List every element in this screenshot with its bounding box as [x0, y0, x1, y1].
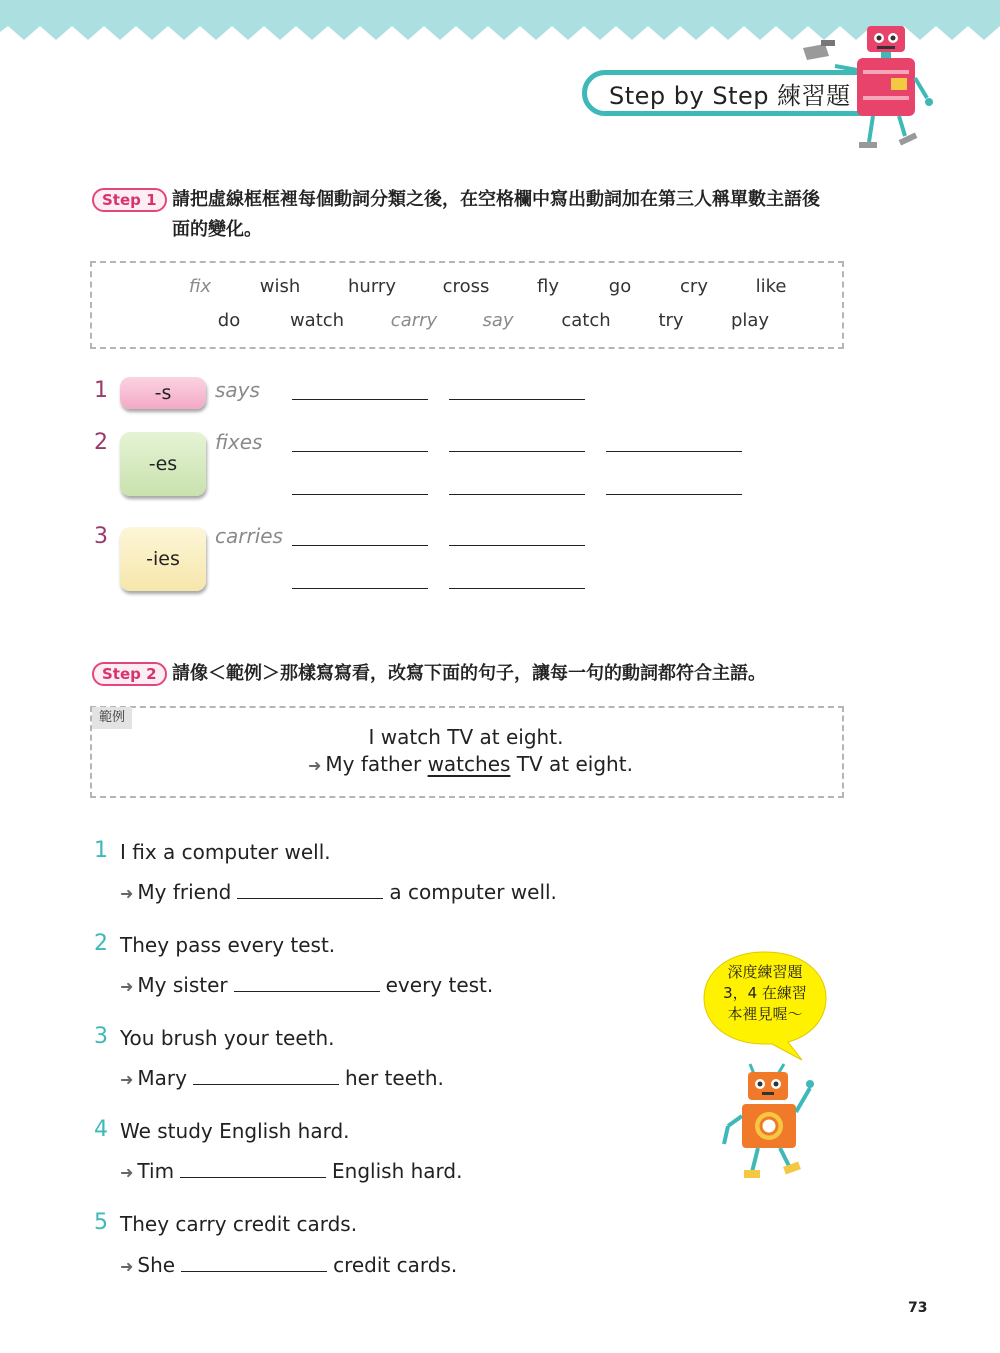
- step2-badge: Step 2: [92, 662, 167, 686]
- answer-line: [120, 880, 557, 904]
- verb-word: fly: [537, 276, 559, 297]
- answer-blank[interactable]: [292, 544, 428, 546]
- answer-blank[interactable]: [234, 974, 380, 992]
- verb-word: do: [217, 310, 241, 331]
- category-label: -ies: [146, 548, 180, 570]
- answer-subject: Tim: [137, 1159, 175, 1183]
- category-number: 3: [94, 524, 108, 549]
- verb-word: watch: [289, 310, 345, 331]
- category-example: fixes: [215, 430, 263, 454]
- speech-bubble-text: [712, 962, 818, 1025]
- answer-line: [120, 1066, 444, 1090]
- category-ies-box: [120, 527, 206, 591]
- example-verb: watches: [427, 752, 511, 776]
- question-sentence: They pass every test.: [120, 933, 336, 957]
- answer-blank[interactable]: [292, 587, 428, 589]
- arrow-icon: ➜: [120, 1163, 134, 1182]
- answer-rest: every test.: [385, 973, 494, 997]
- answer-line: [120, 1253, 457, 1277]
- answer-blank[interactable]: [292, 493, 428, 495]
- answer-blank[interactable]: [449, 544, 585, 546]
- verb-word: fix: [188, 276, 212, 297]
- bubble-line: 本裡見喔～: [727, 1005, 803, 1023]
- arrow-icon: ➜: [120, 884, 134, 903]
- question-sentence: I fix a computer well.: [120, 840, 331, 864]
- category-label: -es: [148, 453, 178, 475]
- verb-word: like: [755, 276, 787, 297]
- category-example: says: [215, 378, 260, 402]
- step1-instruction-line1: 請把虛線框框裡每個動詞分類之後，在空格欄中寫出動詞加在第三人稱單數主語後: [172, 189, 820, 210]
- answer-rest: credit cards.: [333, 1253, 458, 1277]
- answer-blank[interactable]: [180, 1160, 326, 1178]
- robot-mascot-icon: [718, 1060, 818, 1190]
- question-number: 1: [94, 838, 108, 863]
- answer-blank[interactable]: [606, 493, 742, 495]
- question-number: 3: [94, 1024, 108, 1049]
- answer-blank[interactable]: [181, 1254, 327, 1272]
- verb-word: carry: [390, 310, 438, 331]
- arrow-icon: ➜: [308, 756, 322, 775]
- verb-word: hurry: [348, 276, 396, 297]
- example-subject: My father: [325, 752, 422, 776]
- category-number: 1: [94, 378, 108, 403]
- robot-icon: [795, 18, 945, 158]
- question-number: 2: [94, 931, 108, 956]
- question-number: 4: [94, 1117, 108, 1142]
- answer-blank[interactable]: [449, 493, 585, 495]
- example-answer: [308, 752, 633, 776]
- bubble-line: 深度練習題: [727, 963, 803, 981]
- arrow-icon: ➜: [120, 977, 134, 996]
- answer-blank[interactable]: [449, 587, 585, 589]
- category-example: carries: [215, 524, 283, 548]
- category-number: 2: [94, 430, 108, 455]
- question-number: 5: [94, 1210, 108, 1235]
- answer-subject: My sister: [137, 973, 228, 997]
- page-title: Step by Step 練習題: [582, 70, 882, 116]
- answer-blank[interactable]: [292, 450, 428, 452]
- category-s-box: [120, 377, 206, 409]
- verb-word: try: [658, 310, 684, 331]
- question-sentence: We study English hard.: [120, 1119, 350, 1143]
- answer-blank[interactable]: [449, 450, 585, 452]
- answer-blank[interactable]: [606, 450, 742, 452]
- bubble-line: 3，4 在練習: [723, 984, 807, 1002]
- verb-word: cry: [680, 276, 708, 297]
- verb-word: wish: [259, 276, 301, 297]
- verb-word: cross: [442, 276, 490, 297]
- step2-instruction: 請像＜範例＞那樣寫寫看，改寫下面的句子，讓每一句的動詞都符合主語。: [172, 663, 766, 684]
- category-label: -s: [154, 382, 172, 404]
- answer-blank[interactable]: [449, 398, 585, 400]
- word-box: [90, 261, 844, 349]
- step1-badge: Step 1: [92, 188, 167, 212]
- question-sentence: They carry credit cards.: [120, 1212, 358, 1236]
- answer-blank[interactable]: [237, 881, 383, 899]
- question-sentence: You brush your teeth.: [120, 1026, 335, 1050]
- answer-rest: her teeth.: [344, 1066, 444, 1090]
- step1-instruction-line2: 面的變化。: [172, 219, 262, 240]
- verb-word: play: [730, 310, 770, 331]
- arrow-icon: ➜: [120, 1070, 134, 1089]
- answer-rest: English hard.: [332, 1159, 463, 1183]
- answer-line: [120, 973, 493, 997]
- answer-subject: My friend: [137, 880, 232, 904]
- answer-blank[interactable]: [292, 398, 428, 400]
- category-es-box: [120, 432, 206, 496]
- answer-rest: a computer well.: [389, 880, 557, 904]
- page-number: 73: [908, 1300, 928, 1316]
- verb-word: catch: [561, 310, 611, 331]
- verb-word: go: [608, 276, 632, 297]
- verb-word: say: [482, 310, 514, 331]
- arrow-icon: ➜: [120, 1257, 134, 1276]
- answer-subject: Mary: [137, 1066, 187, 1090]
- example-rest: TV at eight.: [516, 752, 633, 776]
- answer-blank[interactable]: [193, 1067, 339, 1085]
- example-sentence: I watch TV at eight.: [368, 725, 564, 749]
- example-tag: 範例: [92, 707, 132, 729]
- answer-line: [120, 1159, 462, 1183]
- answer-subject: She: [137, 1253, 176, 1277]
